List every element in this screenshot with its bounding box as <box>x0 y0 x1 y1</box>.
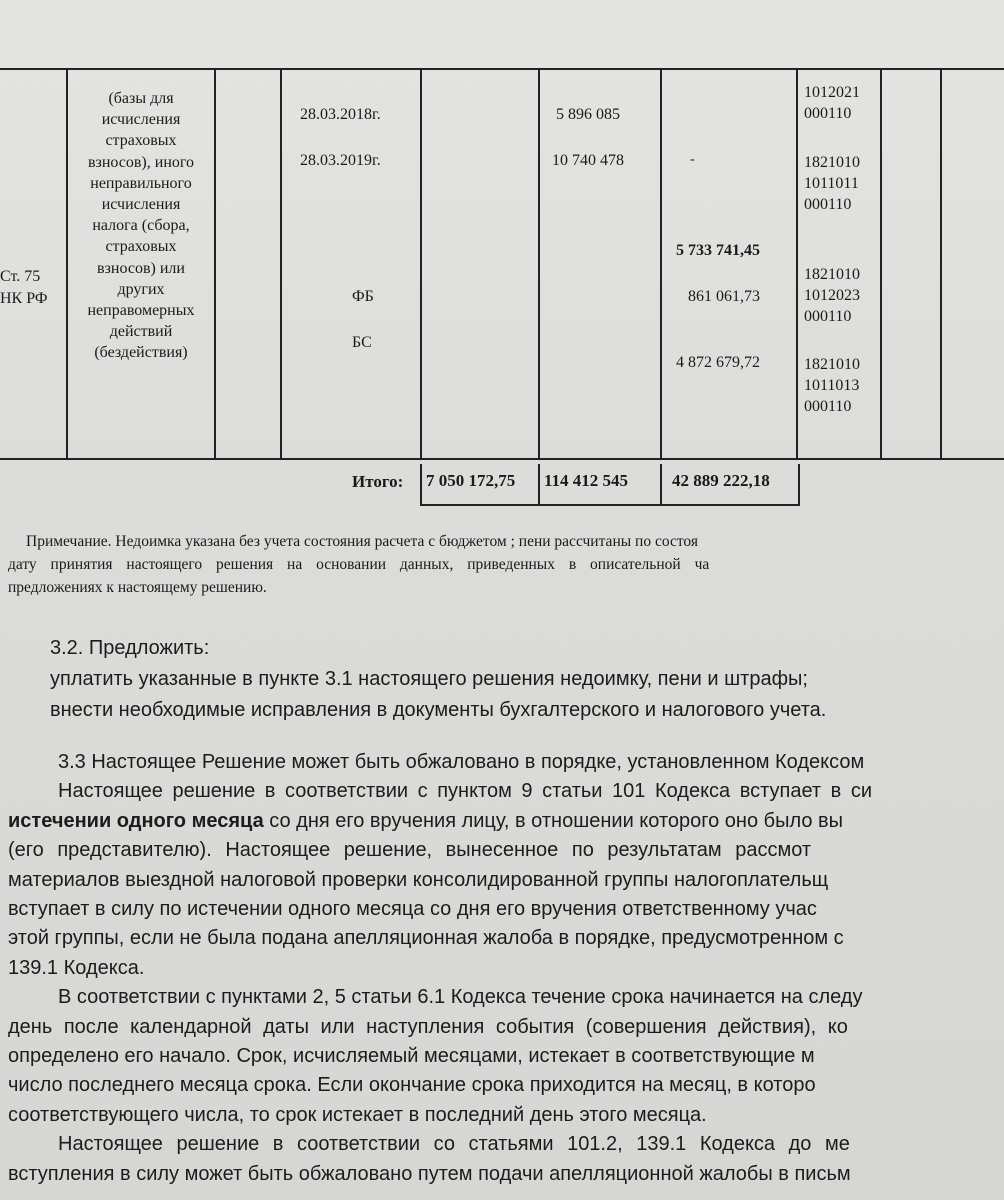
col-divider <box>796 68 798 458</box>
paragraph-line: уплатить указанные в пункте 3.1 настоящего решения недоимку, пени и штрафы; <box>50 668 808 690</box>
paragraph-line: Настоящее решение в соответствии со статьями 101.2, 139.1 Кодекса до ме <box>58 1133 850 1156</box>
col-divider <box>538 68 540 458</box>
kbk-code: 1821010 1011011 000110 <box>804 154 860 213</box>
budget-label-bs: БС <box>352 334 372 351</box>
paragraph-line: материалов выездной налоговой проверки консолидированной группы налогоплательщ <box>8 868 829 891</box>
col-divider <box>280 68 282 458</box>
paragraph-line: истечении одного месяца со дня его вручения лицу, в отношении которого оно было вы <box>8 809 844 832</box>
paragraph-line: соответствующего числа, то срок истекает в последний день этого месяца. <box>8 1103 707 1126</box>
paragraph-line: 139.1 Кодекса. <box>8 956 145 979</box>
date-cell: 28.03.2018г. <box>300 106 381 123</box>
paragraph-line: Настоящее решение в соответствии с пунктом 9 статьи 101 Кодекса вступает в си <box>58 780 873 803</box>
paragraph-line: этой группы, если не была подана апелляционная жалоба в порядке, предусмотренном с <box>8 927 844 950</box>
kbk-code: 1821010 1012023 000110 <box>804 266 860 325</box>
amount-cell: 10 740 478 <box>552 152 624 169</box>
total-value: 7 050 172,75 <box>426 471 516 490</box>
dash-mark: - <box>690 152 695 167</box>
paragraph-line: вступает в силу по истечении одного месяца со дня его вручения ответственному учас <box>8 898 817 921</box>
section-3-3 <box>8 748 1004 1189</box>
penalty-bs-cell: 4 872 679,72 <box>676 354 760 371</box>
penalty-total-cell: 5 733 741,45 <box>676 242 760 259</box>
col-divider <box>660 68 662 458</box>
kbk-code: 1012021 000110 <box>804 84 860 122</box>
table-note: Примечание. Недоимка указана без учета состояния расчета с бюджетом ; пени рассчитаны по состоя дату принятия настоящего решения на основании данных, приведенных в описательной ча предложениях к настоящему решению. <box>8 533 710 596</box>
col-divider <box>880 68 882 458</box>
col-divider <box>940 68 942 458</box>
col-divider <box>420 68 422 458</box>
paragraph-line: В соответствии с пунктами 2, 5 статьи 6.1 Кодекса течение срока начинается на следу <box>58 986 863 1009</box>
paragraph-line: день после календарной даты или наступления события (совершения действия), ко <box>8 1015 848 1038</box>
budget-label-fb: ФБ <box>352 288 374 305</box>
paragraph-line: 3.3 Настоящее Решение может быть обжаловано в порядке, установленном Кодексом <box>58 751 865 773</box>
paragraph-line: число последнего месяца срока. Если окончание срока приходится на месяц, в которо <box>8 1074 816 1097</box>
kbk-code: 1821010 1011013 000110 <box>804 356 860 415</box>
total-value: 42 889 222,18 <box>672 471 770 490</box>
tax-table <box>0 68 1004 504</box>
amount-cell: 5 896 085 <box>556 106 620 123</box>
date-cell: 28.03.2019г. <box>300 152 381 169</box>
total-value: 114 412 545 <box>544 471 629 490</box>
penalty-fb-cell: 861 061,73 <box>688 288 760 305</box>
paragraph-line: вступления в силу может быть обжаловано путем подачи апелляционной жалобы в письм <box>8 1162 851 1185</box>
article-cell: Ст. 75 НК РФ <box>0 268 48 307</box>
section-heading: 3.2. Предложить: <box>50 637 210 659</box>
paragraph-line: определено его начало. Срок, исчисляемый месяцами, истекает в соответствующие м <box>8 1045 815 1068</box>
paragraph-line: (его представителю). Настоящее решение, вынесенное по результатам рассмот <box>8 839 812 862</box>
paragraph-line: внести необходимые исправления в документы бухгалтерского и налогового учета. <box>50 699 827 721</box>
table-bottom-rule <box>0 458 1004 460</box>
table-top-rule <box>0 68 1004 70</box>
violation-description: (базы для исчисления страховых взносов), иного неправильного исчисления налога (сбора, страховых взносов) или других неправомерных действий (бездействия) <box>87 90 195 362</box>
total-label: Итого: <box>352 472 404 491</box>
section-3-2 <box>8 633 1004 726</box>
